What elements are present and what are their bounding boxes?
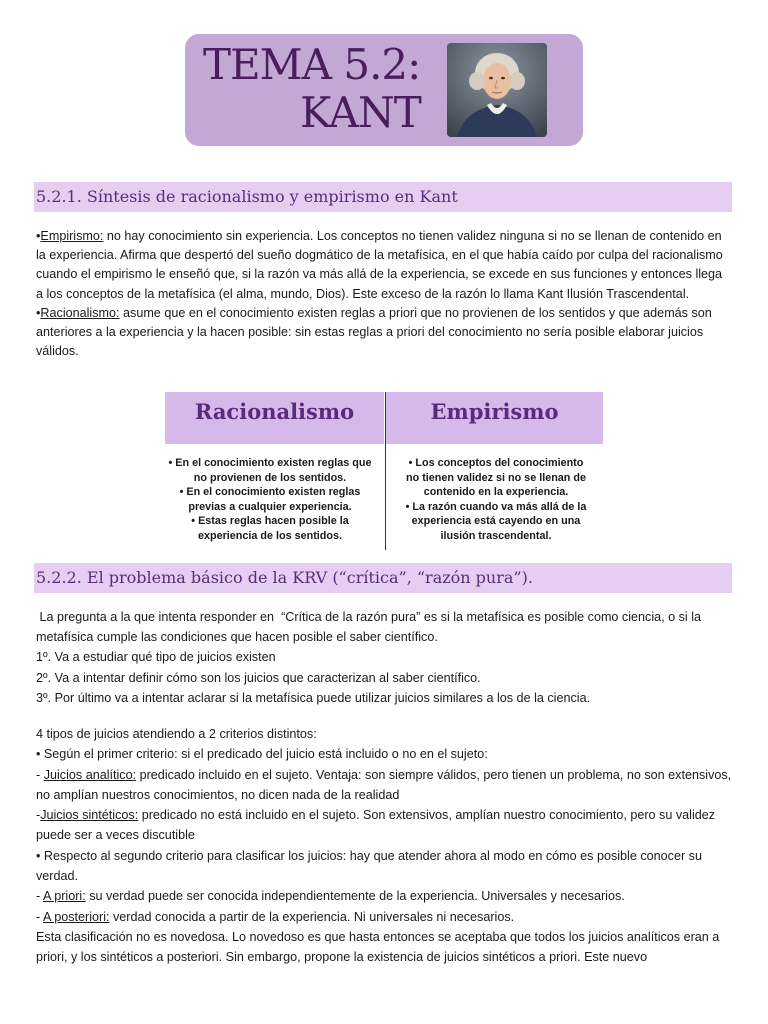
line-prefix: - [36,808,41,823]
term-empirismo: Empirismo: [40,229,104,243]
table-divider [385,392,386,550]
body-line [36,846,732,887]
table-cell-empirismo [391,456,601,544]
line-text: verdad conocida a partir de la experiencia. Ni universales ni necesarios. [109,909,515,924]
line-prefix: - [36,909,43,924]
paragraph-question: La pregunta a la que intenta responder en “Crítica de la razón pura” es si la metafísica es posible como ciencia, o si la metafísica cumple las condiciones que hacen posible el saber científico. [36,610,705,645]
table-line: • La razón cuando va más allá de la [405,500,587,513]
table-line: ilusión trascendental. [440,529,552,542]
paragraph-text: no hay conocimiento sin experiencia. Los conceptos no tienen validez ninguna si no se llenan de contenido en la experiencia. Afirma que despertó del sueño dogmático de la metafísica, en el que había caído por culpa del racionalismo cuando el empirismo le enseñó que, si la razón va más allá de la experiencia, se excede en sus funciones y entonces llega a los conceptos de la metafísica (el alma, mundo, Dios). Este exceso de la razón lo llama Kant Ilusión Trascendental. [36,229,723,301]
bullet: • [36,305,41,320]
section-1-body [36,227,732,361]
paragraph-text: asume que en el conocimiento existen reglas a priori que no provienen de los sentidos y que además son anteriores a la experiencia y la hacen posible: sin estas reglas a priori del conocimiento no sería posible elaborar juicios válidos. [36,305,712,359]
table-line: experiencia está cayendo en una [411,515,581,528]
comparison-table [165,392,603,550]
section-2-intro [36,607,732,708]
line-text: • Respecto al segundo criterio para clasificar los juicios: hay que atender ahora al modo en cómo es posible conocer su verdad. [36,848,702,884]
table-header-empirismo [386,392,603,444]
table-line: no provienen de los sentidos. [193,471,347,484]
section-2-body [36,724,732,968]
table-line: • Los conceptos del conocimiento [408,457,584,469]
line-text: Esta clasificación no es novedosa. Lo novedoso es que hasta entonces se aceptaba que todos los juicios analíticos eran a priori, y los sintéticos a posteriori. Sin embargo, propone la existencia de juicios sintéticos a priori. Este nuevo [36,929,720,965]
table-line: experiencia de los sentidos. [197,529,342,542]
body-line [36,765,732,806]
paragraph-empirismo [36,227,732,304]
line-prefix: - [36,889,43,904]
line-text: 4 tipos de juicios atendiendo a 2 criterios distintos: [36,727,317,741]
term-a-priori: A priori: [43,889,86,904]
kant-portrait-image [447,43,547,137]
step-line: 1º. Va a estudiar qué tipo de juicios existen [36,650,276,665]
page-title-line2: KANT [300,88,421,137]
section-heading: 5.2.2. El problema básico de la KRV (“crítica”, “razón pura”). [36,568,533,587]
table-header-label: Racionalismo [194,399,355,424]
step-line: 2º. Va a intentar definir cómo son los juicios que caracterizan al saber científico. [36,670,481,685]
page-title-line1: TEMA 5.2: [203,40,421,89]
body-line [36,744,732,764]
table-header-label: Empirismo [430,399,559,424]
line-text: predicado incluido en el sujeto. Ventaja: son siempre válidos, pero tienen un problema, no son extensivos, no amplían nuestros conocimientos, no dicen nada de la realidad [36,767,732,802]
term-juicios-sinteticos: Juicios sintéticos: [40,808,139,823]
table-line: • Estas reglas hacen posible la [191,515,349,528]
table-line: previas a cualquier experiencia. [188,500,352,513]
body-line [36,886,732,906]
table-header-racionalismo [165,392,384,444]
table-line: no tienen validez si no se llenan de [406,471,586,484]
section-heading: 5.2.1. Síntesis de racionalismo y empirismo en Kant [36,187,458,206]
term-a-posteriori: A posteriori: [43,909,110,924]
line-text: • Según el primer criterio: si el predicado del juicio está incluido o no en el sujeto: [36,747,488,762]
step-line: 3º. Por último va a intentar aclarar si la metafísica puede utilizar juicios similares a los de la ciencia. [36,690,591,705]
table-line: • En el conocimiento existen reglas que [168,457,372,469]
table-line: • En el conocimiento existen reglas [179,486,361,499]
body-line [36,805,732,846]
body-line [36,724,732,744]
portrait-icon [447,43,547,137]
paragraph-racionalismo [36,304,732,362]
body-line [36,907,732,927]
body-line [36,927,732,968]
term-juicios-analitico: Juicios analítico: [43,767,137,782]
line-text: su verdad puede ser conocida independientemente de la experiencia. Universales y necesarios. [85,889,625,904]
table-cell-racionalismo [165,456,375,544]
line-prefix: - [36,767,44,782]
term-racionalismo: Racionalismo: [40,305,120,320]
line-text: predicado no está incluido en el sujeto. Son extensivos, amplían nuestro conocimiento, pero su validez puede ser a veces discutible [36,808,716,843]
bullet: • [36,229,41,243]
table-line: contenido en la experiencia. [423,486,569,499]
